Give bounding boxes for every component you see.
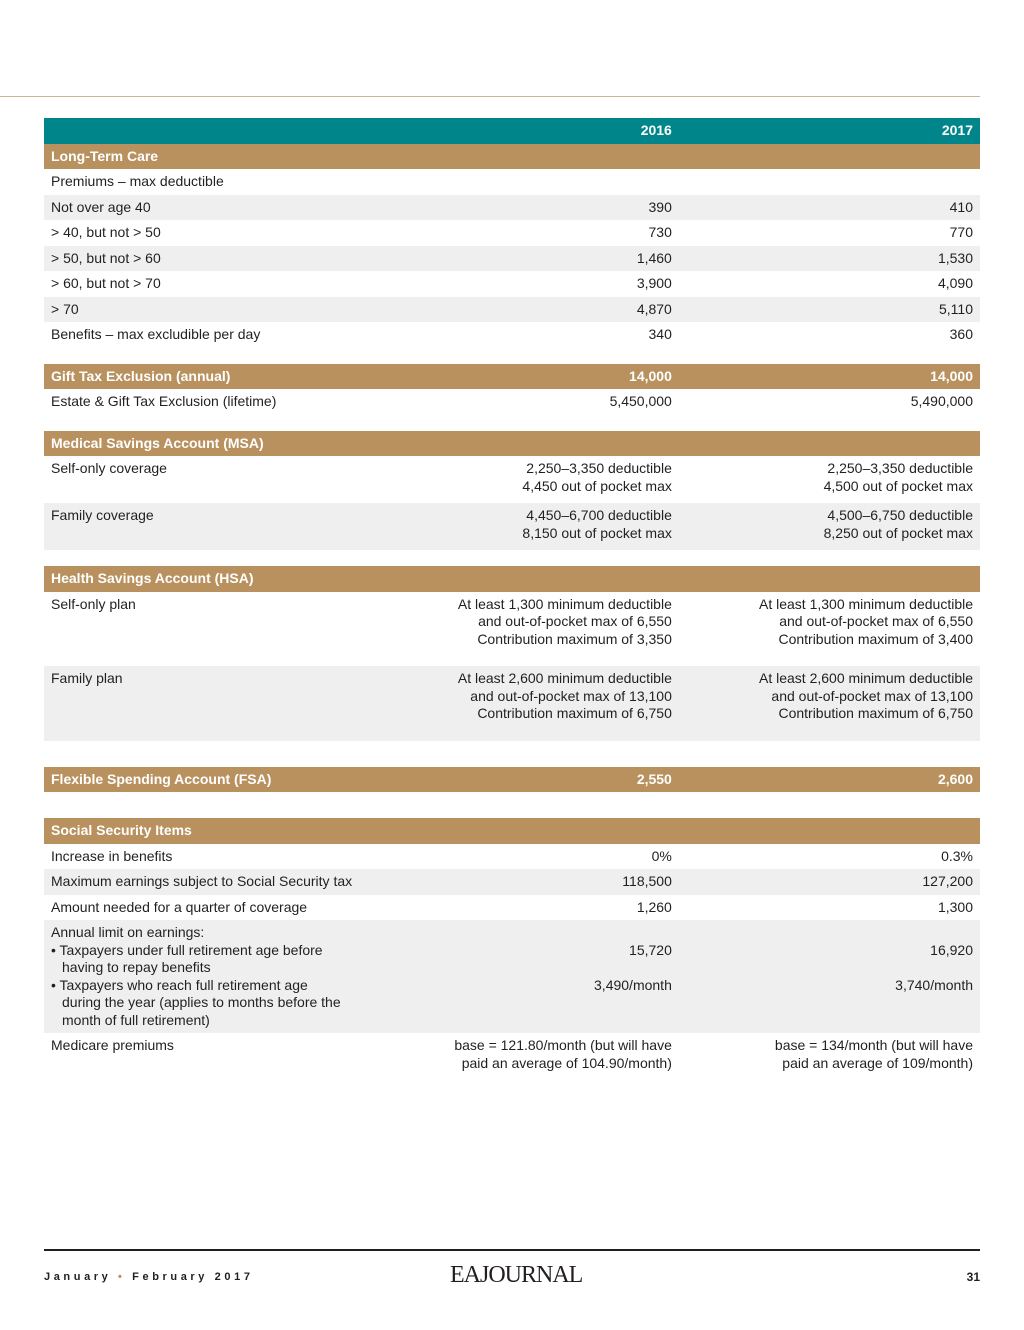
issue-date — [44, 1271, 254, 1283]
bullet-line-cont: during the year (applies to months before the — [62, 994, 341, 1010]
value-2017: 770 — [949, 224, 973, 240]
table-row — [44, 169, 980, 195]
value-2016: 1,260 — [636, 898, 672, 915]
row-label: Estate & Gift Tax Exclusion (lifetime) — [51, 393, 277, 409]
row-label: Not over age 40 — [44, 195, 423, 221]
value-line: paid an average of 104.90/month) — [461, 1054, 672, 1071]
value-2016: 2,550 — [423, 767, 679, 793]
year-header-row — [44, 118, 980, 144]
issue-month-end: February 2017 — [132, 1271, 254, 1283]
ea-journal-logo: EAJOURNAL — [450, 1262, 583, 1288]
row-label: > 40, but not > 50 — [51, 224, 161, 240]
row-label: Premiums – max deductible — [51, 173, 224, 189]
value-2016: 14,000 — [423, 364, 679, 390]
value-line: 3,490/month — [594, 976, 672, 993]
annual-limit-heading: Annual limit on earnings: — [51, 924, 205, 940]
bullet-line: • Taxpayers who reach full retirement age — [51, 976, 308, 993]
section-header-fsa — [44, 767, 980, 793]
value-2016 — [423, 1033, 679, 1076]
value-2016: 340 — [648, 326, 672, 342]
value-2017 — [679, 456, 980, 503]
value-2017: 2,600 — [679, 767, 980, 793]
value-2016: 730 — [648, 224, 672, 240]
value-2017: 14,000 — [679, 364, 980, 390]
table-row — [44, 869, 980, 895]
value-2017: 1,530 — [679, 246, 980, 272]
table-row — [44, 195, 980, 221]
table-row — [44, 592, 980, 667]
value-line: At least 2,600 minimum deductible — [759, 670, 973, 686]
value-2016: 0% — [651, 847, 672, 864]
section-header-long-term-care — [44, 144, 980, 170]
value-2017 — [679, 666, 980, 741]
value-line: 2,250–3,350 deductible — [526, 460, 672, 476]
table-row — [44, 503, 980, 550]
value-line: At least 1,300 minimum deductible — [457, 595, 672, 612]
value-2017 — [679, 920, 980, 1033]
value-2016 — [423, 592, 679, 667]
value-2016: 118,500 — [423, 869, 679, 895]
value-2016: 1,460 — [423, 246, 679, 272]
value-2016 — [423, 456, 679, 503]
value-line: At least 1,300 minimum deductible — [759, 595, 973, 612]
row-label: Benefits – max excludible per day — [51, 326, 261, 342]
section-spacer — [44, 792, 980, 818]
section-spacer — [44, 741, 980, 767]
value-line: 4,500 out of pocket max — [823, 477, 973, 494]
table-row — [44, 246, 980, 272]
value-line: 16,920 — [930, 941, 973, 958]
value-line: 3,740/month — [895, 976, 973, 993]
value-line: and out-of-pocket max of 6,550 — [478, 613, 672, 629]
year-2017-header: 2017 — [679, 118, 980, 144]
section-spacer — [44, 348, 980, 364]
section-title: Long-Term Care — [44, 144, 423, 170]
value-2016: 5,450,000 — [609, 393, 672, 409]
table-row — [44, 389, 980, 415]
value-2017: 410 — [679, 195, 980, 221]
section-spacer — [44, 415, 980, 431]
value-line: Contribution maximum of 6,750 — [778, 705, 973, 721]
table-row — [44, 1033, 980, 1076]
row-label: Self-only plan — [51, 595, 136, 612]
value-line: Contribution maximum of 3,400 — [778, 630, 973, 647]
value-2016 — [423, 920, 679, 1033]
value-2017: 360 — [949, 326, 973, 342]
value-2016 — [423, 666, 679, 741]
section-title: Gift Tax Exclusion (annual) — [44, 364, 423, 390]
page-number: 31 — [966, 1270, 980, 1284]
bullet-line-cont: having to repay benefits — [62, 959, 211, 975]
value-line: paid an average of 109/month) — [782, 1054, 973, 1071]
value-2017: 5,490,000 — [910, 393, 973, 409]
table-row — [44, 666, 980, 741]
value-line: 8,250 out of pocket max — [823, 524, 973, 541]
table-row — [44, 456, 980, 503]
value-2017: 0.3% — [941, 847, 973, 864]
bullet-line: • Taxpayers under full retirement age before — [51, 941, 323, 958]
value-2016 — [423, 169, 679, 195]
value-2017 — [679, 1033, 980, 1076]
value-2016: 3,900 — [636, 275, 672, 291]
section-header-gift-tax — [44, 364, 980, 390]
table-row — [44, 297, 980, 323]
section-header-social-security — [44, 818, 980, 844]
row-label: Medicare premiums — [51, 1037, 174, 1053]
value-line: 15,720 — [629, 941, 672, 958]
bullet-line-cont: month of full retirement) — [62, 1011, 210, 1028]
value-2017 — [679, 592, 980, 667]
section-title: Medical Savings Account (MSA) — [44, 431, 423, 457]
value-2017 — [679, 503, 980, 550]
value-2016: 4,870 — [423, 297, 679, 323]
value-2017: 127,200 — [679, 869, 980, 895]
tax-figures-table — [44, 118, 980, 1076]
year-2016-header: 2016 — [423, 118, 679, 144]
section-header-hsa — [44, 566, 980, 592]
table-row — [44, 271, 980, 297]
row-label: Family plan — [44, 666, 423, 741]
value-2017 — [679, 169, 980, 195]
value-line: base = 134/month (but will have — [774, 1037, 973, 1053]
value-2017: 4,090 — [937, 275, 973, 291]
issue-date-separator: • — [118, 1271, 126, 1283]
table-row-annual-limit — [44, 920, 980, 1033]
top-rule — [0, 96, 980, 97]
section-title: Health Savings Account (HSA) — [44, 566, 423, 592]
row-label — [44, 920, 423, 1033]
value-2016: 390 — [423, 195, 679, 221]
year-header-blank — [44, 118, 423, 144]
value-line: At least 2,600 minimum deductible — [457, 670, 672, 686]
row-label: > 50, but not > 60 — [44, 246, 423, 272]
value-line: 2,250–3,350 deductible — [827, 460, 973, 476]
section-header-msa — [44, 431, 980, 457]
issue-month-start: January — [44, 1271, 112, 1283]
value-line: Contribution maximum of 6,750 — [477, 705, 672, 721]
section-title: Social Security Items — [44, 818, 423, 844]
value-2017: 1,300 — [937, 898, 973, 915]
row-label: > 70 — [44, 297, 423, 323]
value-line: base = 121.80/month (but will have — [454, 1037, 672, 1053]
value-line: 8,150 out of pocket max — [522, 524, 672, 541]
value-line: and out-of-pocket max of 13,100 — [470, 687, 672, 704]
value-line: 4,500–6,750 deductible — [827, 507, 973, 523]
row-label: Maximum earnings subject to Social Security tax — [44, 869, 423, 895]
row-label: Self-only coverage — [51, 460, 167, 476]
row-label: Amount needed for a quarter of coverage — [51, 898, 308, 915]
tax-figures-table-container — [44, 118, 980, 1076]
row-label: Increase in benefits — [51, 847, 173, 864]
footer-rule — [44, 1249, 980, 1251]
section-title: Flexible Spending Account (FSA) — [44, 767, 423, 793]
table-row — [44, 322, 980, 348]
value-2017: 5,110 — [679, 297, 980, 323]
table-row — [44, 220, 980, 246]
value-2016 — [423, 503, 679, 550]
section-spacer — [44, 550, 980, 566]
row-label: > 60, but not > 70 — [51, 275, 161, 291]
value-line: and out-of-pocket max of 6,550 — [779, 613, 973, 629]
value-line: 4,450 out of pocket max — [522, 477, 672, 494]
row-label: Family coverage — [44, 503, 423, 550]
table-row — [44, 895, 980, 921]
table-row — [44, 844, 980, 870]
value-line: and out-of-pocket max of 13,100 — [771, 687, 973, 704]
value-line: 4,450–6,700 deductible — [526, 507, 672, 523]
value-line: Contribution maximum of 3,350 — [477, 630, 672, 647]
